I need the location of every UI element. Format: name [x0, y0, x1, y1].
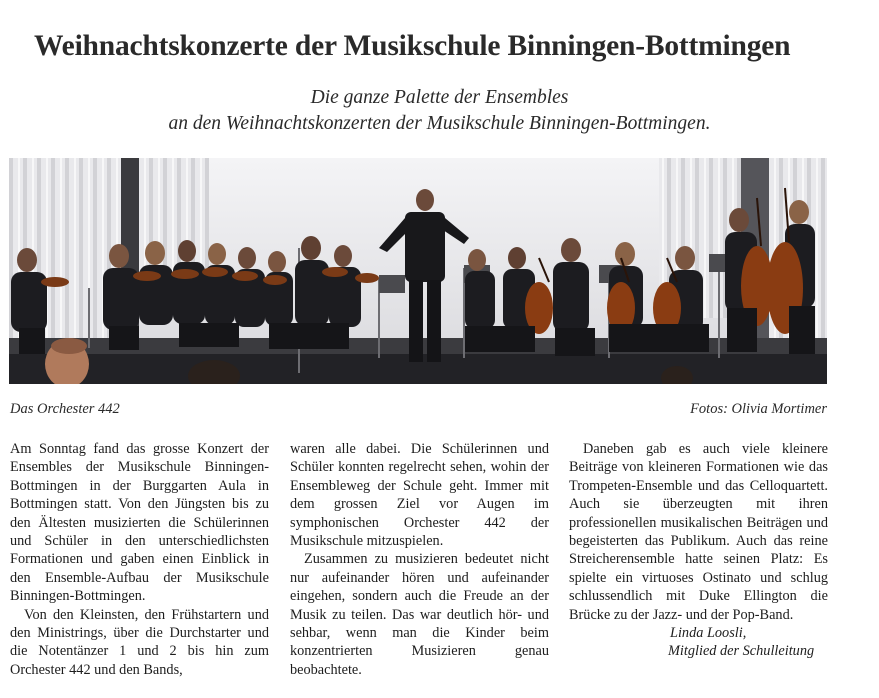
paragraph: Von den Kleinsten, den Frühstartern und den Ministrings, über die Durchstarter und die Notentänzer 1 und 2 bis hin zum Orchester 442 und den Bands, [10, 606, 269, 678]
article-column-2 [290, 440, 549, 679]
paragraph: waren alle dabei. Die Schülerinnen und Schüler konnten regelrecht sehen, wohin der Ensembleweg der Schule geht. Immer mit dem grossen Ziel vor Augen im symphonischen Orchester 442 der Musikschule mitzuspielen. [290, 441, 549, 550]
photo-caption: Das Orchester 442 [10, 401, 120, 417]
author-name: Linda Loosli, [670, 625, 747, 642]
paragraph: Daneben gab es auch viele kleinere Beiträge von kleineren Formationen wie das Trompeten-Ensemble und das Celloquartett. Auch sie überzeugten mit ihren professionellen musikalischen Beiträgen und begeisterten das Publikum. Auch das reine Streicherensemble hatte seinen Platz: Es spielte ein virtuoses Ostinato und schlug schlussendlich mit Duke Ellington die Brücke zu der Jazz- und der Pop-Band. [569, 441, 828, 623]
photo-credit: Fotos: Olivia Mortimer [690, 401, 827, 417]
article-headline: Weihnachtskonzerte der Musikschule Binningen-Bottmingen [34, 30, 791, 62]
article-column-3 [569, 440, 828, 661]
article-subtitle-line-2: an den Weihnachtskonzerten der Musikschule Binningen-Bottmingen. [168, 113, 711, 134]
orchestra-photo [9, 158, 827, 384]
author-role: Mitglied der Schulleitung [668, 643, 815, 660]
article-column-1 [10, 440, 269, 679]
article-subtitle-line-1: Die ganze Palette der Ensembles [310, 87, 569, 108]
paragraph: Am Sonntag fand das grosse Konzert der Ensembles der Musikschule Binningen-Bottmingen in der Burggarten Aula in Bottmingen statt. Von den Jüngsten bis zu den Ältesten musizierten die Schülerinnen und Schüler in den unterschiedlichsten Formationen und gaben einen Einblick in den Ensemble-Aufbau der Musikschule Binningen-Bottmingen. [10, 441, 269, 605]
paragraph: Zusammen zu musizieren bedeutet nicht nur aufeinander hören und aufeinander eingehen, sondern auch die Freude an der Musik zu teilen. Das war deutlich hör- und sehbar, wenn man die Kinder beim konzentrierten Musizieren genau beobachtete. [290, 551, 549, 678]
